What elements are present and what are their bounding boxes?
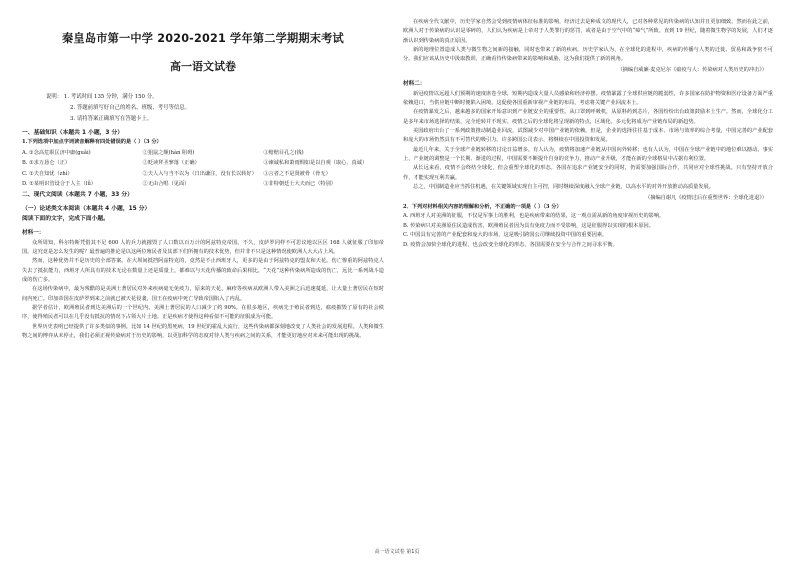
paragraph: 新的地理位置造成人类与微生物之间新的接触，同时也带来了新的疾病。历史学家认为，在全球化的进程中，疾病的传播与人类的迁徙、贸易和战争密不可分。我们应该从历史中汲取教训，正确看待传染病带来的影响和威胁，这为我们提供了新的视角。 bbox=[403, 47, 773, 63]
paragraph: 在这场传染病中，最为残酷的是美洲土著居民对外来疾病毫无免疫力，原来的天花、麻疹等疾病从欧洲人带入美洲之后迅速蔓延，让大量土著居民在短时间内死亡。印加帝国在皮萨罗到来之前就已被天花侵袭，国王在疫病中死亡导致帝国陷入了内乱。 bbox=[22, 286, 384, 302]
paragraph: 众所周知，科尔特斯凭借其不足 600 人的兵力就摧毁了人口数以百万计的阿兹特克帝国。不久，皮萨罗同样不可思议地以区区 168 人就征服了印加帝国。这究竟是怎么发生的呢？最普遍的推论是以这两位殖民者及其部下们所拥有的技术优势，但并非不只是这种情况使欧洲人大大占上风。 bbox=[22, 239, 384, 255]
paragraph: 从长远来看，疫情不会终结全球化，但会重塑全球化的形态。各国在追求产业链安全的同时，仍需要加强国际合作，共同应对全球性挑战。只有坚持开放合作，才能实现互利共赢。 bbox=[403, 165, 773, 181]
exam-notes bbox=[46, 92, 384, 124]
note-item: 说明： 1. 考试时间 135 分钟，满分 150 分。 bbox=[46, 94, 158, 100]
exam-subtitle: 高一语文试卷 bbox=[170, 60, 236, 73]
source-citation: （摘编自威廉·麦克尼尔《瘟疫与人：传染病对人类历史的冲击》） bbox=[617, 66, 767, 73]
paragraph: 美国政府出台了一系列政策推动制造业回流，试图减少对中国产业链的依赖。但是，企业的选择往往基于成本、市场与效率的综合考量，中国完善的产业配套和庞大的市场仍然具有不可替代的吸引力。许多跨国公司表示，将继续在中国投资和发展。 bbox=[403, 128, 773, 144]
note-item: 3. 请将答案正确填写在答题卡上。 bbox=[70, 115, 153, 122]
q2-option-b: B. 传染病只对美洲原住民造成伤害，欧洲殖民者因为具有免疫力而不受影响，这是征服得以实现的根本原因。 bbox=[403, 222, 654, 229]
right-column bbox=[403, 18, 773, 250]
left-column bbox=[22, 18, 384, 341]
paragraph: 总之，中国制造业应当抓住机遇，在关键领域实现自主可控，同时继续深度融入全球产业链，以高水平的对外开放推动高质量发展。 bbox=[413, 184, 714, 191]
paragraph: 新冠疫情以远超人们预期的速度席卷全球，短期内造成大量人员感染和经济停摆。疫情暴露了全球供应链的脆弱性，许多国家在防护物资和医疗设备方面严重依赖进口，当供应链中断时便陷入困境。这促使各国重新审视产业链的布局，考虑将关键产业回流本土。 bbox=[403, 90, 773, 107]
reading-instruction: 阅读下面的文字，完成下面小题。 bbox=[22, 215, 109, 222]
material-label: 材料一： bbox=[22, 229, 45, 236]
material-label: 材料二： bbox=[403, 80, 426, 87]
paragraph: 在疾病全代文献中，历史学家自然会受到疫情病体征标准的影响，经济过去是种成文的现代人，已对各种常见的传染病的认知并且更加细致。然而在此之前，欧洲人对于传染病的认识是零碎的，人们认为疾病是上帝对于人类罪行的惩罚，或者是由于空气中的“瘴气”所致。直到 19 世纪，随着微生物学的发展，人们才逐渐认识到传染病的真正原因。 bbox=[403, 19, 773, 44]
source-citation: （摘编自谢凡《疫情过后在重塑世界：全球化进退》） bbox=[645, 194, 767, 201]
question-1: 1.下列选项中加点字词读音解释有四处错误的是（ ）（3 分） bbox=[22, 139, 162, 146]
q2-option-a: A. 西班牙人对美洲的征服，不仅是军事上的胜利，也是疾病带来的结果，这一观点需从新的角度审视历史的影响。 bbox=[403, 213, 665, 220]
section-heading: 二、现代文阅读（本题共 7 小题，33 分） bbox=[22, 191, 133, 198]
q2-option-c: C. 中国具有完善的产业配套和庞大的市场，这是吸引跨国公司继续投资中国的重要因素。 bbox=[403, 232, 608, 239]
page-footer: 高一语文试卷 第1页 bbox=[374, 549, 420, 555]
paragraph: 最近几年来，关于全球产业链转移的讨论日益增多。有人认为，疫情将加速产业链从中国向外转移；也有人认为，中国在全球产业链中的地位难以撼动。事实上，产业链的调整是一个长期、渐进的过程，中国需要不断提升自身的竞争力，推动产业升级，才能在新的全球格局中占据有利位置。 bbox=[403, 146, 773, 163]
note-item: 2. 答题前填写好自己的姓名、班级、考号等信息。 bbox=[70, 104, 191, 111]
paragraph: 世界历史表明已经提供了许多类似的事例。比如 14 世纪的黑死病，19 世纪的霍乱大流行，这些传染病都深刻地改变了人类社会的发展进程。人类和微生物之间的博弈从未停止，我们必须正视传染病对于历史的影响，以更加科学的态度对待人类与疾病之间的关系，才能更好地应对未来可能出现的挑战。 bbox=[22, 323, 384, 340]
q2-option-d: D. 疫情会加快全球化的进程，也会改变全球化的形态，各国需要在安全与合作之间寻求平衡。 bbox=[403, 241, 618, 248]
option-c: C. ①夫自知忧（zhì） ②夫人入与当不以为（日出谦注，没有长以转好） ③言者之不是贤被骨（骨无） bbox=[22, 170, 331, 177]
subsection-heading: （一）论述类文本阅读（本题共 4 小题，15 分） bbox=[22, 205, 151, 212]
paragraph: 据学者估计，欧洲殖民者到达美洲后的一个世纪内，美洲土著居民的人口减少了约 90%。在很多地区，疾病先于殖民者到达，瘟疫摧毁了原有的社会秩序，使得殖民者可以在几乎没有抵抗的情况下占领大片土地。正是疾病才使得这种看似不可能的征服成为可能。 bbox=[22, 305, 384, 321]
paragraph: 在疫情暴发之后，越来越多的国家开始意识到产业链安全的重要性。从口罩到呼吸机，从原料药到芯片，各国纷纷出台政策鼓励本土生产。然而，全球化分工是多年来市场选择的结果，完全逆转并不现实。疫情之后的全球化将呈现新的特点，区域化、多元化将成为产业链布局的新趋势。 bbox=[403, 109, 773, 125]
paragraph: 然而，这种优势并不是历史的全部答案。在大坝间抵挡阿兹特克的，竟然是不止西班牙人，更多的是由于阿兹特克的盟友和天花。伤亡惨重的阿兹特克人失去了抵抗能力，西班牙人所具有的技术无论在数量上还是质量上，都难以与天花传播的致命后果相比，“天花”这种传染病所造成的伤亡，远比一系列战斗造成的伤亡多。 bbox=[22, 258, 384, 283]
exam-title: 秦皇岛市第一中学 2020-2021 学年第二学期期末考试 bbox=[62, 32, 344, 45]
section-heading: 一、基础知识（本题共 1 小题，3 分） bbox=[22, 130, 124, 137]
option-d: D. ①某明识管设合于人主（lǚ） ②无由合唱（见面） ③非特朝廷士大夫而已（特别） bbox=[22, 181, 336, 188]
question-2: 2．下列对材料相关内容的理解和分析，不正确的一项是（ ）（3 分） bbox=[403, 203, 562, 210]
option-b: B. ①求万恳仑（正） ②贬读拜圣寥落（正确） ③谏诚私和萧雨惆如是以自观（取心、真诚） bbox=[22, 160, 368, 167]
option-a: A. ①念高危职匡济中庸(guǎi) ②狙鼠之颇(hàn 阻碍) ③赔赔目孔之(钱) bbox=[22, 149, 304, 156]
